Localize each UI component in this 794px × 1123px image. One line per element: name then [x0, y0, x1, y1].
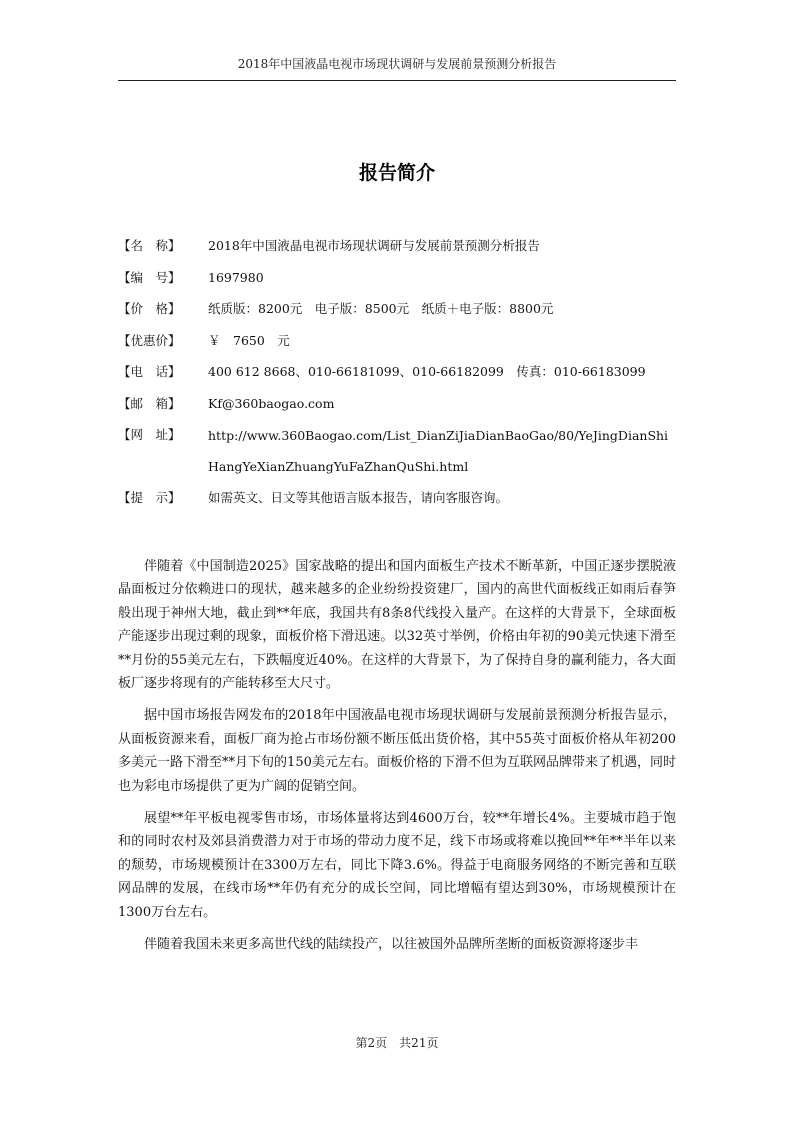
info-row-discount-price: [118, 333, 678, 349]
info-row-phone: [118, 364, 678, 380]
website-link[interactable]: http://www.360Baogao.com/List_DianZiJiaDianBaoGao/80/YeJingDianShiHangYeXianZhuangYuFaZhanQuShi.html: [208, 428, 669, 474]
page-footer: 第2页 共21页: [355, 1036, 439, 1050]
info-value: 2018年中国液晶电视市场现状调研与发展前景预测分析报告: [208, 238, 540, 253]
info-label: 【价 格】: [118, 301, 181, 316]
email-link[interactable]: Kf@360baogao.com: [208, 395, 335, 411]
info-label: 【电 话】: [118, 364, 181, 379]
info-label: 【提 示】: [118, 490, 181, 505]
body-paragraph: 据中国市场报告网发布的2018年中国液晶电视市场现状调研与发展前景预测分析报告显示，从面板资源来看，面板厂商为抢占市场份额不断压低出货价格，其中55英寸面板价格从年初200多美元一路下滑至**月下旬的150美元左右。面板价格的下滑不但为互联网品牌带来了机遇，同时也为彩电市场提供了更为广阔的促销空间。: [118, 708, 676, 794]
info-row-website: [118, 427, 678, 482]
info-label: 【名 称】: [118, 238, 181, 253]
info-label: 【优惠价】: [118, 332, 181, 348]
info-row-number: [118, 270, 678, 286]
info-value: ￥ 7650 元: [208, 332, 290, 348]
info-row-name: [118, 238, 678, 254]
info-row-tip: [118, 490, 678, 506]
header-divider: [118, 80, 676, 81]
info-label: 【编 号】: [118, 269, 181, 285]
info-value: 如需英文、日文等其他语言版本报告，请向客服咨询。: [208, 490, 509, 505]
report-body: [118, 555, 676, 966]
info-label: 【邮 箱】: [118, 395, 181, 411]
body-paragraph: 伴随着我国未来更多高世代线的陆续投产，以往被国外品牌所垄断的面板资源将逐步丰: [144, 937, 639, 953]
page-header: 2018年中国液晶电视市场现状调研与发展前景预测分析报告: [237, 57, 557, 71]
info-value: 纸质版：8200元 电子版：8500元 纸质＋电子版：8800元: [208, 301, 554, 316]
info-row-price: [118, 301, 678, 317]
report-info-table: [118, 238, 678, 522]
info-value: 400 612 8668、010-66181099、010-66182099 传真：010-66183099: [208, 364, 646, 379]
body-paragraph: 展望**年平板电视零售市场，市场体量将达到4600万台，较**年增长4%。主要城市趋于饱和的同时农村及郊县消费潜力对于市场的带动力度不足，线下市场或将难以挽回**年**半年以来的颓势，市场规模预计在3300万左右，同比下降3.6%。得益于电商服务网络的不断完善和互联网品牌的发展，在线市场**年仍有充分的成长空间，同比增幅有望达到30%，市场规模预计在1300万台左右。: [118, 811, 676, 920]
info-label: 【网 址】: [118, 427, 181, 442]
info-row-email: [118, 396, 678, 412]
body-paragraph: 伴随着《中国制造2025》国家战略的提出和国内面板生产技术不断革新，中国正逐步摆脱液晶面板过分依赖进口的现状，越来越多的企业纷纷投资建厂，国内的高世代面板线正如雨后春笋般出现于神州大地，截止到**年底，我国共有8条8代线投入量产。在这样的大背景下，全球面板产能逐步出现过剩的现象，面板价格下滑迅速。以32英寸举例，价格由年初的90美元快速下滑至**月份的55美元左右，下跌幅度近40%。在这样的大背景下，为了保持自身的赢利能力，各大面板厂逐步将现有的产能转移至大尺寸。: [118, 559, 676, 692]
report-title: 报告简介: [358, 162, 435, 184]
info-value: 1697980: [208, 269, 264, 285]
